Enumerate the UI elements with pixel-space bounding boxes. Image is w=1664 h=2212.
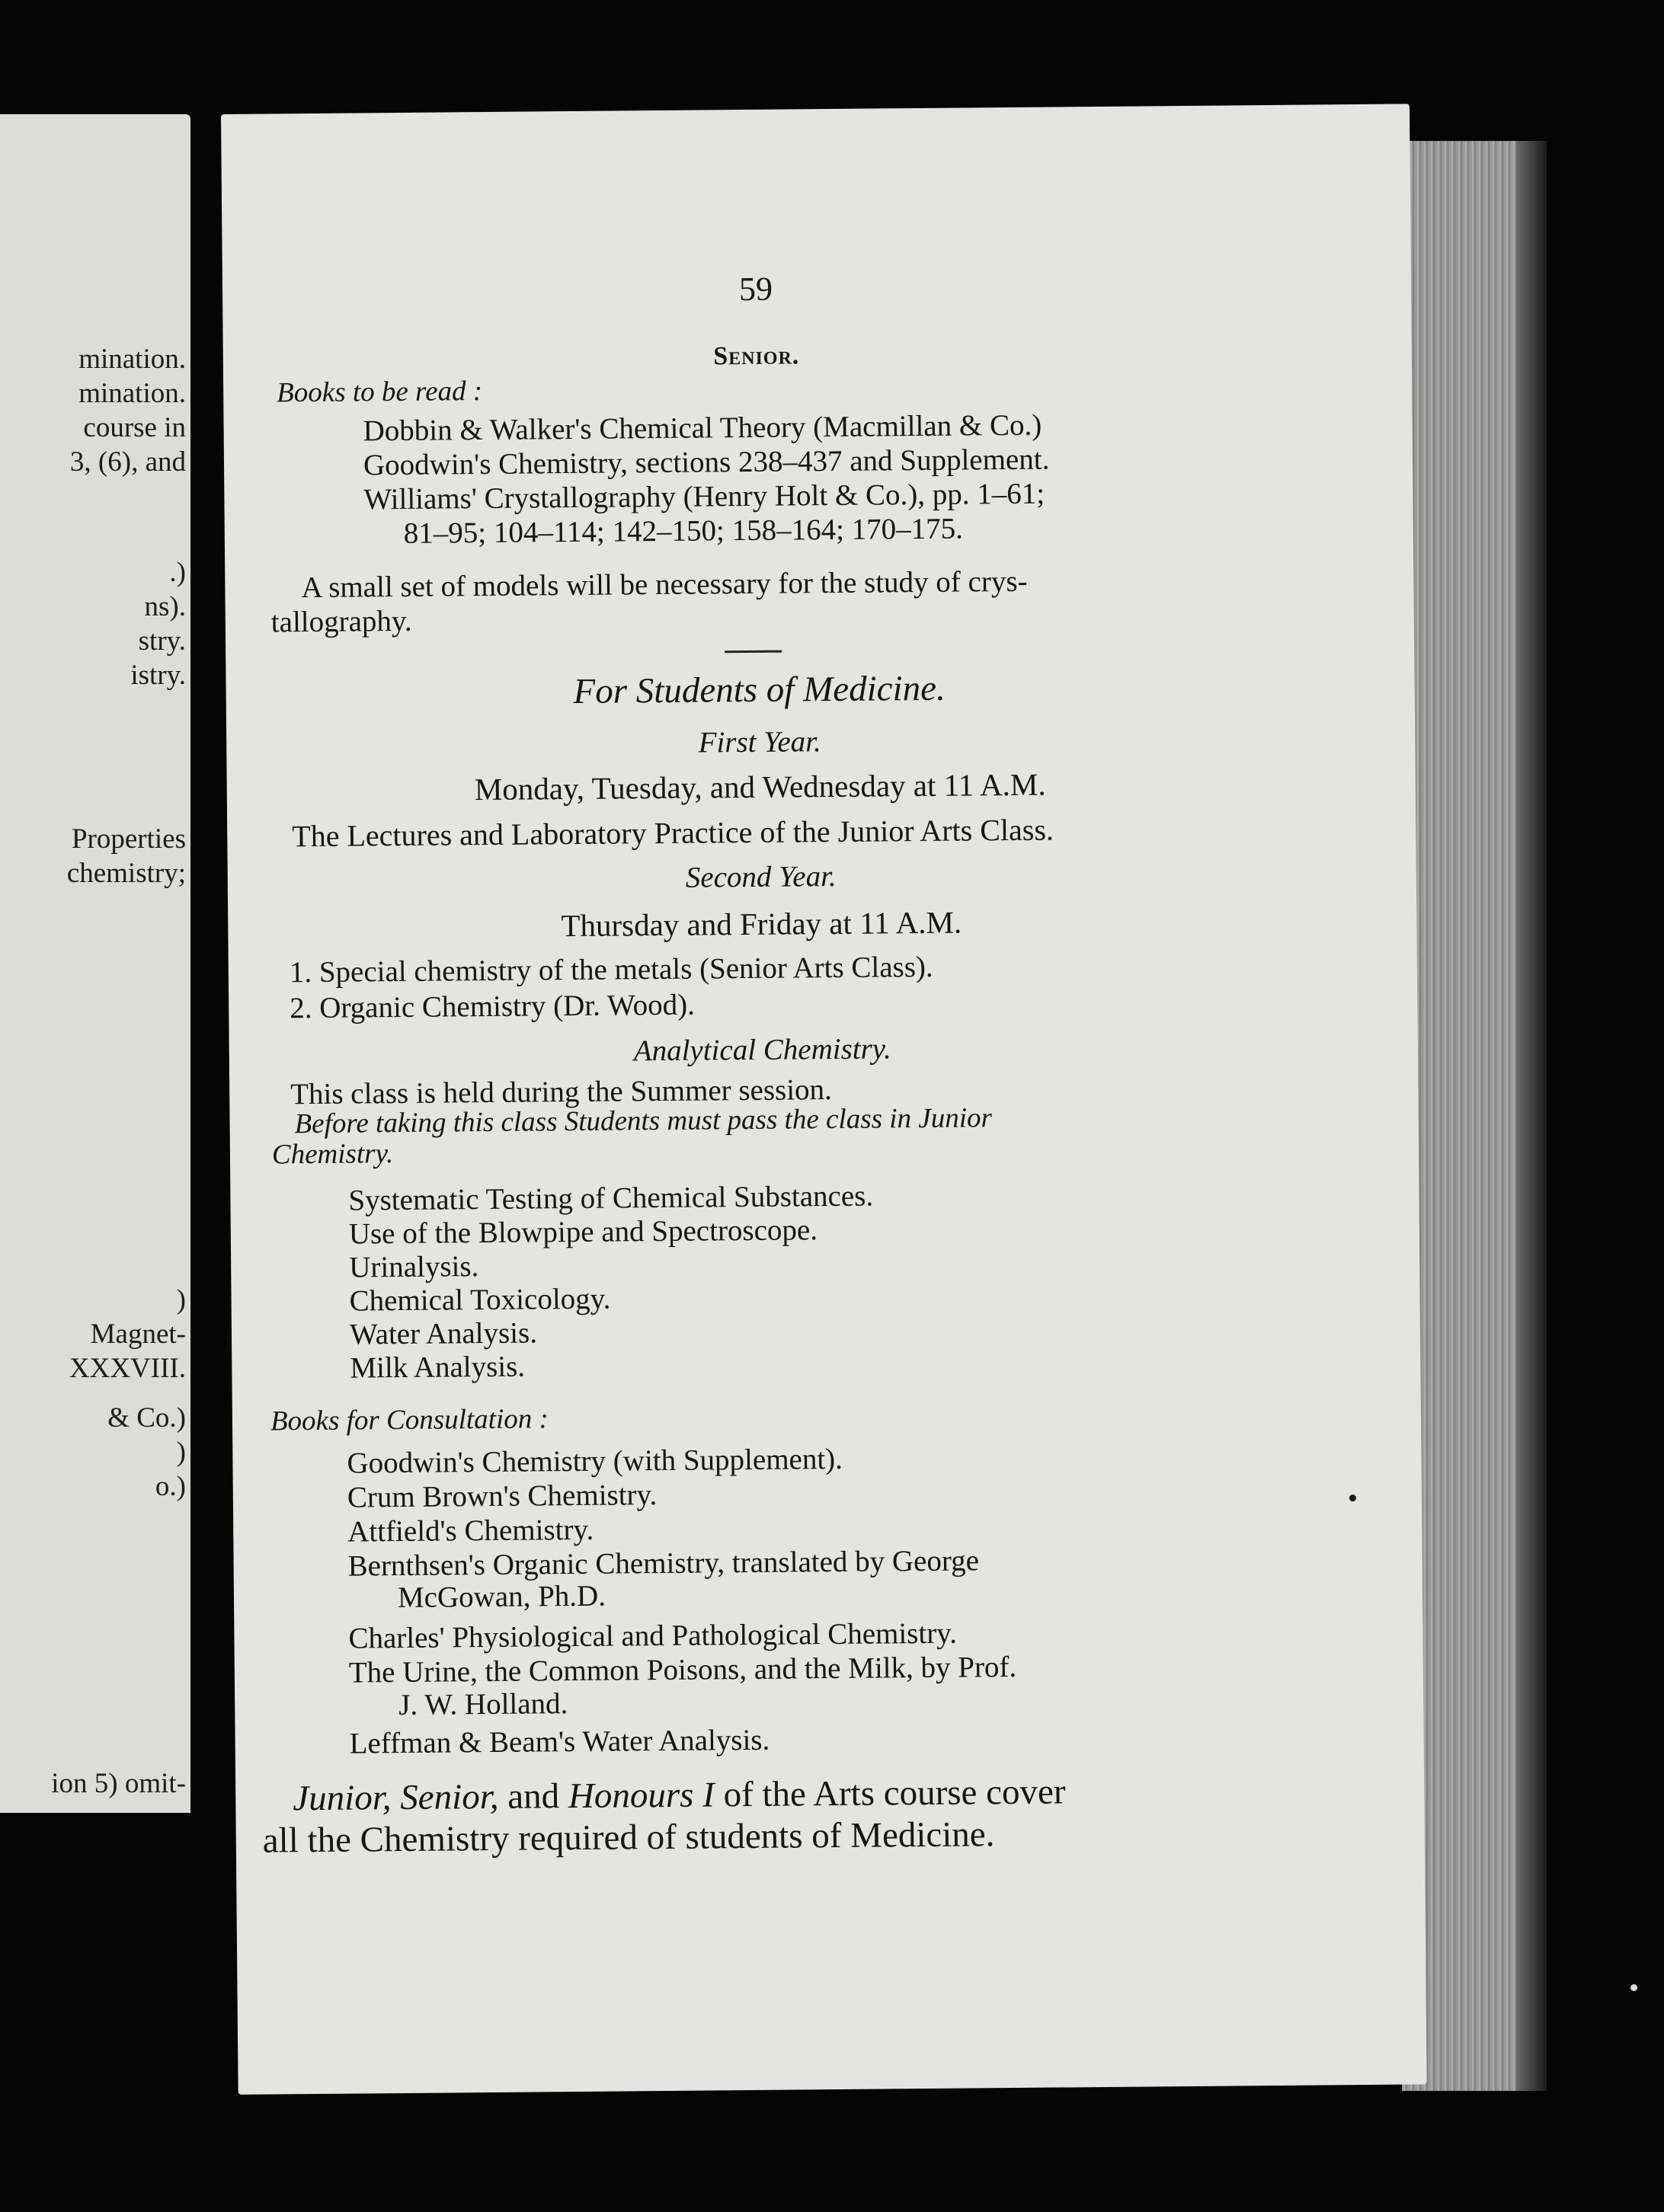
second-year-item: 2. Organic Chemistry (Dr. Wood). — [290, 988, 696, 1025]
left-page-line: o.) — [155, 1471, 186, 1502]
analytical-prerequisite: Before taking this class Students must pass the class in Junior — [294, 1102, 993, 1140]
left-page-line: ) — [176, 1284, 186, 1315]
page-stack-shadow — [1516, 141, 1547, 2091]
left-page-line: istry. — [130, 660, 186, 691]
analytical-topic: Use of the Blowpipe and Spectroscope. — [348, 1213, 818, 1251]
senior-book: Williams' Crystallography (Henry Holt & Co.), pp. 1–61; — [363, 477, 1045, 516]
left-page-line: ns). — [144, 591, 186, 622]
left-page-line: ion 5) omit- — [51, 1768, 186, 1799]
consultation-label: Books for Consultation : — [270, 1403, 549, 1437]
first-year-description: The Lectures and Laboratory Practice of the Junior Arts Class. — [292, 812, 1054, 854]
closing-and: and — [507, 1776, 560, 1817]
medicine-heading: For Students of Medicine. — [573, 668, 946, 711]
senior-book: Goodwin's Chemistry, sections 238–437 and Supplement. — [363, 443, 1050, 482]
analytical-heading: Analytical Chemistry. — [633, 1032, 891, 1068]
left-page-line: chemistry; — [66, 858, 186, 889]
analytical-topic: Urinalysis. — [349, 1250, 479, 1284]
consultation-book: Attfield's Chemistry. — [347, 1513, 594, 1549]
left-facing-page — [0, 114, 190, 1813]
consultation-book: Charles' Physiological and Pathological Chemistry. — [348, 1616, 958, 1655]
second-year-item: 1. Special chemistry of the metals (Senior Arts Class). — [289, 950, 933, 989]
left-page-line: .) — [169, 557, 186, 588]
first-year-heading: First Year. — [698, 725, 821, 759]
senior-book: 81–95; 104–114; 142–150; 158–164; 170–175. — [403, 512, 964, 550]
closing-junior: Junior, — [293, 1778, 392, 1819]
second-year-schedule: Thursday and Friday at 11 A.M. — [561, 904, 962, 944]
books-to-be-read-label: Books to be read : — [277, 376, 483, 409]
section-divider — [725, 650, 782, 654]
closing-statement — [293, 1771, 1066, 1819]
left-page-line: 3, (6), and — [69, 446, 186, 478]
left-page-line: course in — [83, 412, 186, 443]
section-heading-senior: Senior. — [713, 341, 800, 371]
left-page-line: Properties — [71, 823, 186, 855]
book-page — [221, 104, 1427, 2095]
analytical-topic: Systematic Testing of Chemical Substances. — [348, 1179, 874, 1217]
second-year-heading: Second Year. — [685, 859, 837, 894]
left-page-line: Magnet- — [90, 1319, 186, 1350]
consultation-book: Leffman & Beam's Water Analysis. — [349, 1723, 770, 1760]
consultation-book: Goodwin's Chemistry (with Supplement). — [347, 1442, 843, 1480]
analytical-session: This class is held during the Summer session. — [290, 1073, 833, 1111]
senior-book: Dobbin & Walker's Chemical Theory (Macmillan & Co.) — [363, 408, 1042, 448]
analytical-topic: Chemical Toxicology. — [349, 1282, 611, 1318]
closing-rest: of the Arts course cover — [723, 1772, 1066, 1815]
left-page-line: mination. — [78, 378, 186, 409]
consultation-book: J. W. Holland. — [398, 1687, 568, 1722]
consultation-book: The Urine, the Common Poisons, and the Milk, by Prof. — [348, 1650, 1017, 1689]
left-page-line: XXXVIII. — [69, 1353, 186, 1384]
analytical-topic: Water Analysis. — [349, 1316, 538, 1351]
models-note: A small set of models will be necessary for the study of crys- — [301, 564, 1028, 605]
dust-speck — [1630, 1984, 1637, 1991]
consultation-book: Bernthsen's Organic Chemistry, translated by George — [347, 1544, 980, 1583]
closing-senior: Senior, — [400, 1776, 499, 1818]
consultation-book: McGowan, Ph.D. — [397, 1579, 606, 1615]
models-note: tallography. — [270, 604, 412, 639]
left-page-line: & Co.) — [107, 1402, 186, 1434]
closing-statement-line2: all the Chemistry required of students of Medicine. — [262, 1814, 995, 1861]
page-number: 59 — [738, 270, 773, 308]
consultation-book: Crum Brown's Chemistry. — [347, 1478, 658, 1514]
left-page-line: mination. — [78, 344, 186, 375]
ink-speck — [1349, 1494, 1356, 1501]
left-page-line: ) — [176, 1437, 186, 1468]
left-page-line: stry. — [138, 625, 186, 657]
first-year-schedule: Monday, Tuesday, and Wednesday at 11 A.M. — [474, 766, 1046, 807]
closing-honours: Honours I — [568, 1775, 715, 1817]
analytical-prerequisite: Chemistry. — [271, 1138, 394, 1171]
analytical-topic: Milk Analysis. — [350, 1350, 526, 1385]
